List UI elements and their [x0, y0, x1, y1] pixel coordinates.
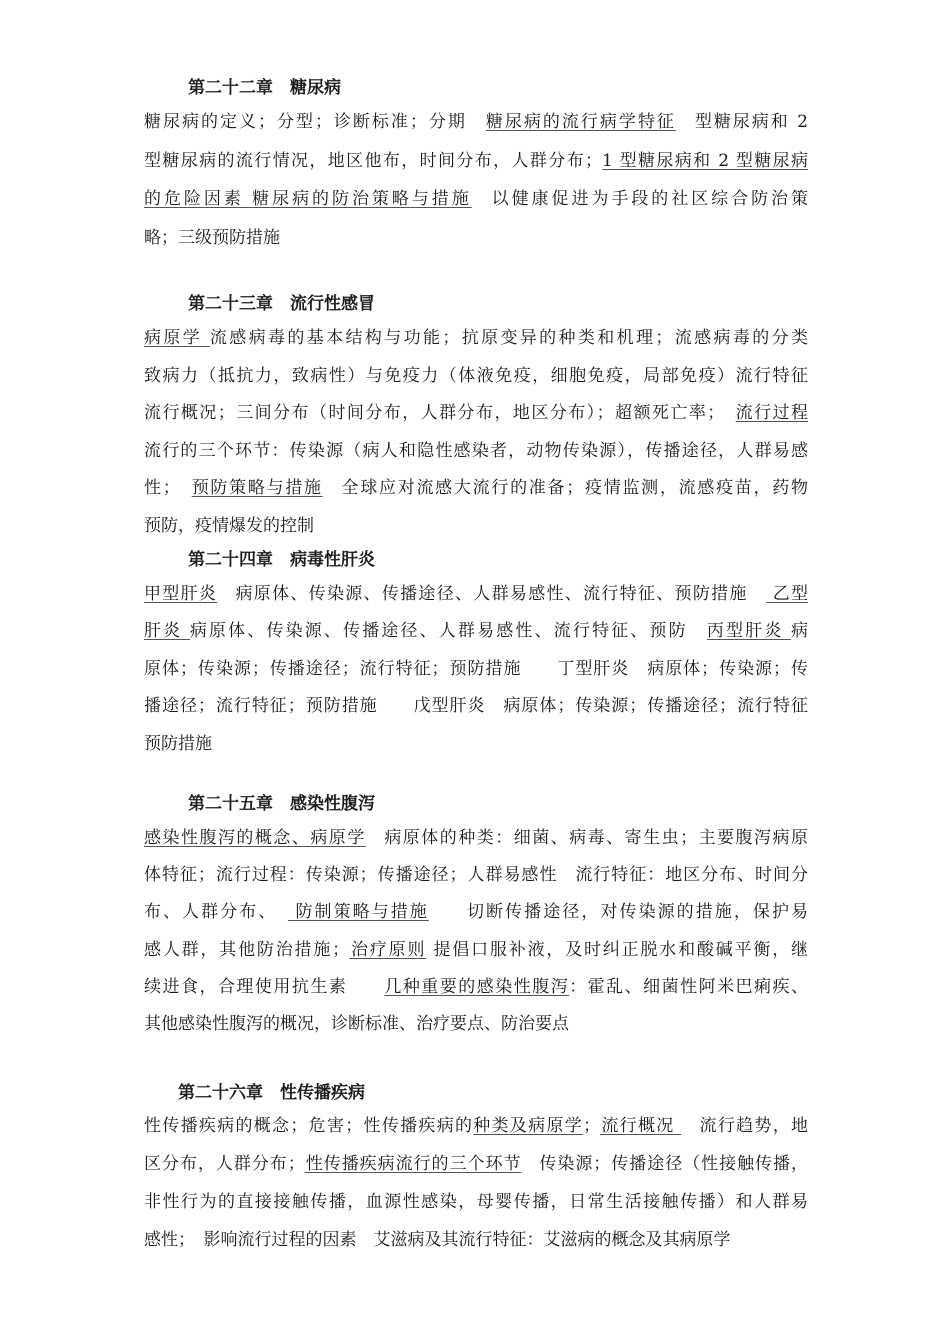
text-line — [144, 366, 808, 386]
text-line — [144, 1192, 808, 1212]
underlined-topic: 感染性腹泻的概念、病原学 — [144, 828, 366, 848]
text-segment: 布、人群分布、 — [144, 902, 288, 922]
text-segment: 型糖尿病的流行情况，地区他布，时间分布，人群分布； — [144, 151, 603, 171]
underlined-topic: 流行概况 — [600, 1116, 682, 1136]
text-line — [144, 865, 808, 885]
text-line — [144, 1014, 808, 1034]
underlined-topic: 甲型肝炎 — [144, 584, 218, 604]
text-segment: 原体；传染源；传播途径；流行特征；预防措施 丁型肝炎 病原体；传染源；传 — [144, 659, 808, 679]
text-segment: 流行的三个环节：传染源（病人和隐性感染者，动物传染源），传播途径，人群易感 — [144, 441, 808, 461]
text-segment: 提倡口服补液，及时纠正脱水和酸碱平衡，继 — [426, 940, 808, 960]
text-segment: 流行概况；三间分布（时间分布，人群分布，地区分布）；超额死亡率； — [144, 403, 736, 423]
text-segment: 糖尿病的定义；分型；诊断标准；分期 — [144, 112, 486, 132]
text-segment: 以健康促进为手段的社区综合防治策 — [471, 189, 808, 209]
text-line — [144, 734, 808, 754]
text-line — [144, 659, 808, 679]
text-segment: 流行趋势，地 — [681, 1116, 808, 1136]
chapter-heading: 第二十五章 感染性腹泻 — [188, 794, 375, 814]
text-line — [144, 621, 808, 641]
underlined-topic: 性传播疾病流行的三个环节 — [304, 1154, 522, 1174]
underlined-topic: 预防策略与措施 — [191, 478, 323, 498]
underlined-topic: 肝炎 — [144, 621, 190, 641]
text-segment: 性传播疾病的概念；危害；性传播疾病的 — [144, 1116, 474, 1136]
text-line — [144, 902, 808, 922]
text-segment: 播途径；流行特征；预防措施 戊型肝炎 病原体；传染源；传播途径；流行特征 — [144, 696, 808, 716]
text-line — [144, 189, 808, 209]
text-segment: ； — [583, 1116, 601, 1136]
text-segment: ：霍乱、细菌性阿米巴痢疾、 — [569, 977, 808, 997]
text-line — [144, 1154, 808, 1174]
underlined-topic: 种类及病原学 — [473, 1116, 584, 1136]
text-line — [144, 977, 808, 997]
chapter-heading: 第二十二章 糖尿病 — [188, 78, 341, 98]
text-segment: 流感病毒的基本结构与功能；抗原变异的种类和机理；流感病毒的分类 — [209, 328, 808, 348]
text-line — [144, 584, 808, 604]
text-segment: 感人群，其他防治措施； — [144, 940, 350, 960]
underlined-topic: 乙型 — [766, 584, 808, 604]
text-segment: 全球应对流感大流行的准备；疫情监测，流感疫苗，药物 — [322, 478, 808, 498]
underlined-topic: 流行过程 — [735, 403, 808, 423]
text-segment: 型糖尿病和 2 — [675, 112, 808, 132]
underlined-topic: 糖尿病的流行病学特征 — [485, 112, 676, 132]
underlined-topic: 丙型肝炎 — [706, 621, 792, 641]
underlined-topic: 1 型糖尿病和 2 型糖尿病 — [602, 151, 808, 171]
text-segment: 病 — [791, 621, 808, 641]
underlined-topic: 治疗原则 — [349, 940, 427, 960]
text-line — [144, 828, 808, 848]
text-segment: 预防措施 — [144, 734, 212, 754]
text-line — [144, 1230, 808, 1250]
text-segment: 病原体、传染源、传播途径、人群易感性、流行特征、预防措施 — [217, 584, 767, 604]
text-segment: 续进食，合理使用抗生素 — [144, 977, 385, 997]
underlined-topic: 病原学 — [144, 328, 210, 348]
underlined-topic: 几种重要的感染性腹泻 — [384, 977, 570, 997]
text-line — [144, 403, 808, 423]
text-segment: 致病力（抵抗力，致病性）与免疫力（体液免疫，细胞免疫，局部免疫）流行特征 — [144, 366, 808, 386]
text-segment: 略；三级预防措施 — [144, 228, 280, 248]
text-line — [144, 940, 808, 960]
underlined-topic: 糖尿病的防治策略与措施 — [252, 189, 472, 209]
chapter-heading: 第二十三章 流行性感冒 — [188, 294, 375, 314]
text-segment: 性； — [144, 478, 192, 498]
text-segment: 传染源；传播途径（性接触传播， — [521, 1154, 808, 1174]
text-segment: 其他感染性腹泻的概况，诊断标准、治疗要点、防治要点 — [144, 1014, 569, 1034]
underlined-topic: 的危险因素 — [144, 189, 253, 209]
text-segment: 预防，疫情爆发的控制 — [144, 516, 314, 536]
text-line — [144, 478, 808, 498]
text-segment: 感性； 影响流行过程的因素 艾滋病及其流行特征：艾滋病的概念及其病原学 — [144, 1230, 731, 1250]
text-line — [144, 112, 808, 132]
text-segment: 区分布，人群分布； — [144, 1154, 305, 1174]
chapter-heading: 第二十四章 病毒性肝炎 — [188, 550, 375, 570]
text-line — [144, 696, 808, 716]
text-line — [144, 328, 808, 348]
text-line — [144, 516, 808, 536]
text-segment: 病原体、传染源、传播途径、人群易感性、流行特征、预防 — [189, 621, 707, 641]
underlined-topic: 防制策略与措施 — [287, 902, 429, 922]
chapter-heading: 第二十六章 性传播疾病 — [178, 1083, 365, 1103]
text-segment: 病原体的种类：细菌、病毒、寄生虫；主要腹泻病原 — [365, 828, 808, 848]
text-segment: 切断传播途径，对传染源的措施，保护易 — [428, 902, 808, 922]
text-line — [144, 1116, 808, 1136]
text-line — [144, 228, 808, 248]
text-segment: 体特征；流行过程：传染源；传播途径；人群易感性 流行特征：地区分布、时间分 — [144, 865, 808, 885]
text-segment: 非性行为的直接接触传播，血源性感染，母婴传播，日常生活接触传播）和人群易 — [144, 1192, 808, 1212]
text-line — [144, 441, 808, 461]
text-line — [144, 151, 808, 171]
